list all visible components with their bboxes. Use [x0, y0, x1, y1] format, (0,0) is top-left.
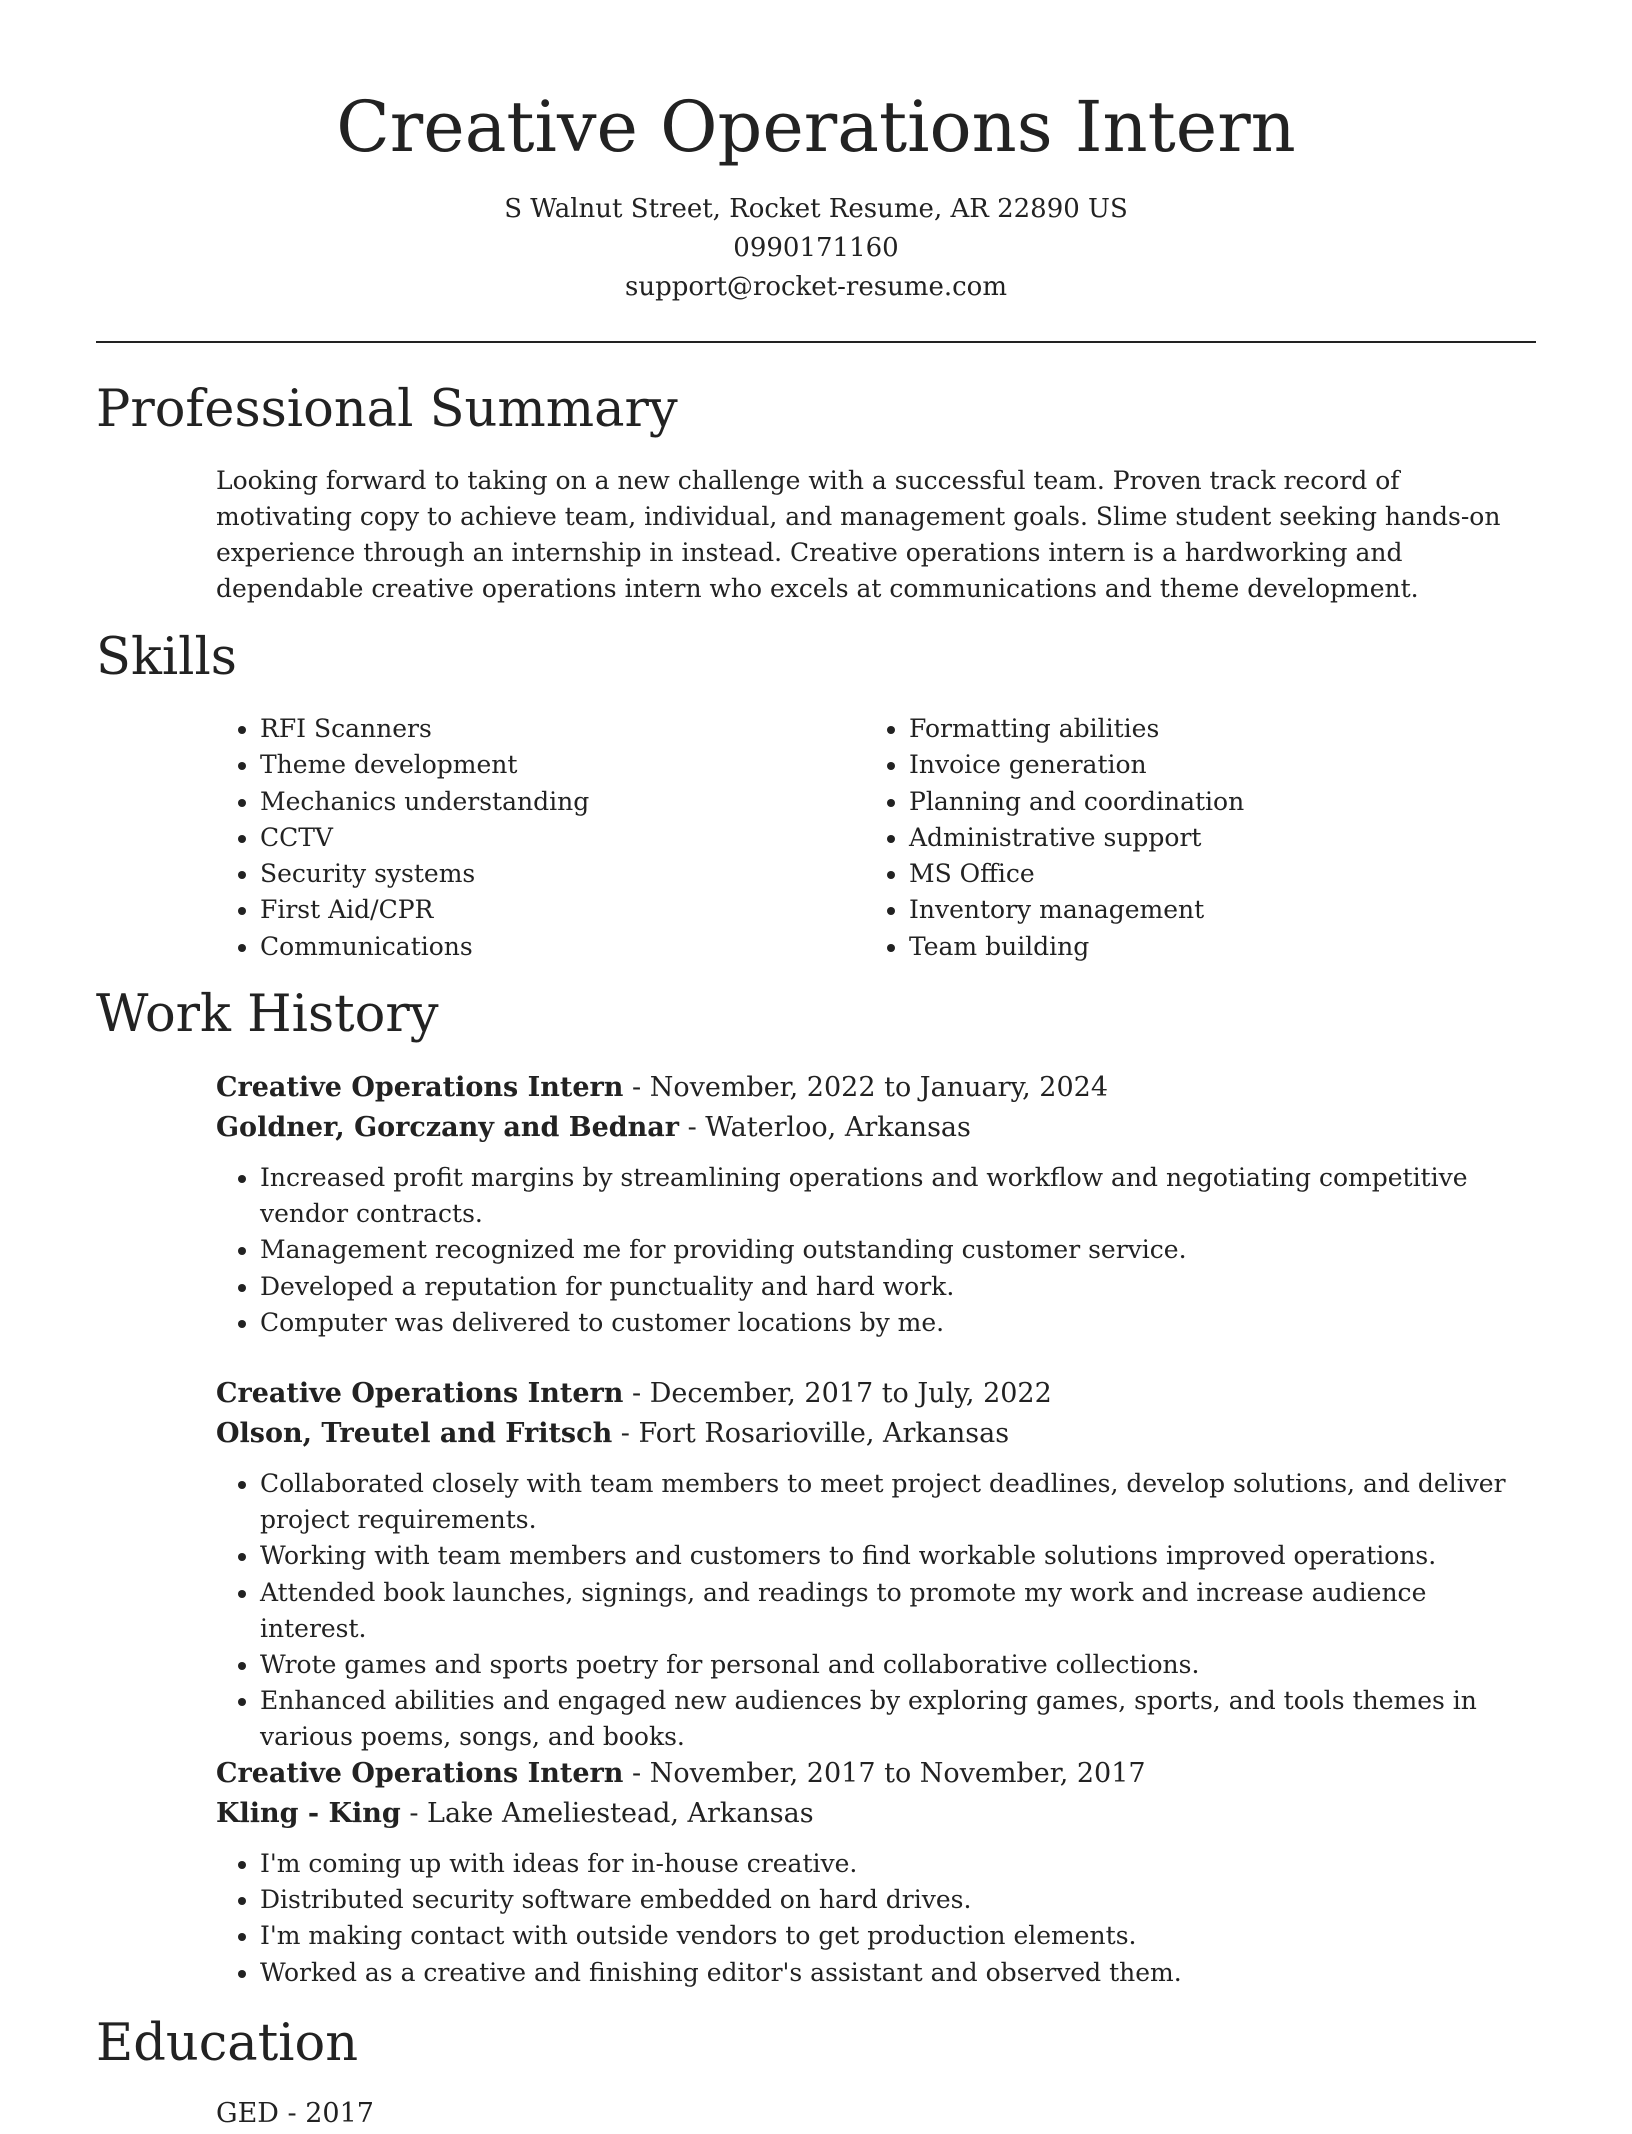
job-entry — [216, 1068, 1536, 1341]
contact-address: S Walnut Street, Rocket Resume, AR 22890 US — [504, 194, 1128, 224]
job-location: - Waterloo, Arkansas — [678, 1112, 971, 1143]
skill-item: • Mechanics understanding — [260, 784, 860, 820]
job-title-line — [216, 1068, 1536, 1108]
job-bullets — [216, 1846, 1536, 1991]
job-bullet: • Computer was delivered to customer locations by me. — [260, 1305, 1536, 1341]
education-heading: Education — [96, 2014, 359, 2073]
skill-item: • MS Office — [909, 856, 1509, 892]
job-company-line — [216, 1794, 1536, 1834]
resume-title: Creative Operations Intern — [336, 86, 1296, 168]
job-title: Creative Operations Intern — [216, 1758, 624, 1789]
skill-item: • RFI Scanners — [260, 711, 860, 747]
header-divider — [96, 341, 1536, 343]
job-company-line — [216, 1108, 1536, 1148]
skills-columns — [216, 711, 1536, 965]
job-bullets — [216, 1160, 1536, 1341]
skill-item: • First Aid/CPR — [260, 892, 860, 928]
skill-item: • Communications — [260, 929, 860, 965]
job-bullet: • Management recognized me for providing outstanding customer service. — [260, 1232, 1536, 1268]
job-entry — [216, 1754, 1536, 1991]
job-bullet: • I'm making contact with outside vendors to get production elements. — [260, 1918, 1536, 1954]
job-bullet: • Distributed security software embedded on hard drives. — [260, 1882, 1536, 1918]
skill-item: • Team building — [909, 929, 1509, 965]
skill-item: • Invoice generation — [909, 747, 1509, 783]
summary-heading: Professional Summary — [96, 380, 678, 439]
job-dates: - December, 2017 to July, 2022 — [623, 1378, 1052, 1409]
job-title-line — [216, 1754, 1536, 1794]
skill-item: • Inventory management — [909, 892, 1509, 928]
job-company: Goldner, Gorczany and Bednar — [216, 1112, 679, 1143]
job-location: - Lake Ameliestead, Arkansas — [400, 1798, 814, 1829]
job-bullet: • Working with team members and customers to find workable solutions improved operations. — [260, 1538, 1536, 1574]
skill-item: • Security systems — [260, 856, 860, 892]
skill-item: • Planning and coordination — [909, 784, 1509, 820]
job-bullet: • Attended book launches, signings, and readings to promote my work and increase audience interest. — [260, 1575, 1536, 1647]
skill-item: • Formatting abilities — [909, 711, 1509, 747]
contact-email: support@rocket-resume.com — [624, 272, 1007, 302]
job-bullet: • Developed a reputation for punctuality and hard work. — [260, 1269, 1536, 1305]
job-location: - Fort Rosarioville, Arkansas — [612, 1418, 1010, 1449]
job-title: Creative Operations Intern — [216, 1378, 624, 1409]
skills-list-left — [216, 711, 860, 965]
skill-item: • Administrative support — [909, 820, 1509, 856]
job-title: Creative Operations Intern — [216, 1072, 624, 1103]
contact-block — [0, 190, 1632, 307]
job-dates: - November, 2022 to January, 2024 — [623, 1072, 1109, 1103]
work-history-heading: Work History — [96, 985, 439, 1044]
job-bullet: • I'm coming up with ideas for in-house creative. — [260, 1846, 1536, 1882]
job-bullets — [216, 1466, 1536, 1756]
job-title-line — [216, 1374, 1536, 1414]
job-company: Olson, Treutel and Fritsch — [216, 1418, 613, 1449]
job-bullet: • Collaborated closely with team members to meet project deadlines, develop solutions, and deliver project requirements. — [260, 1466, 1536, 1538]
job-bullet: • Enhanced abilities and engaged new audiences by exploring games, sports, and tools themes in various poems, songs, and books. — [260, 1683, 1536, 1755]
skills-heading: Skills — [96, 628, 237, 687]
job-bullet: • Increased profit margins by streamlining operations and workflow and negotiating competitive vendor contracts. — [260, 1160, 1536, 1232]
contact-phone: 0990171160 — [733, 233, 899, 263]
job-entry — [216, 1374, 1536, 1756]
education-entry: GED - 2017 — [216, 2098, 374, 2129]
summary-text: Looking forward to taking on a new challenge with a successful team. Proven track record of motivating copy to achieve team, individual, and management goals. Slime student seeking hands-on experience through an internship in instead. Creative operations intern is a hardworking and dependable creative operations intern who excels at communications and theme development. — [216, 466, 1501, 603]
job-bullet: • Worked as a creative and finishing editor's assistant and observed them. — [260, 1955, 1536, 1991]
job-company: Kling - King — [216, 1798, 401, 1829]
skills-list-right — [865, 711, 1509, 965]
skill-item: • CCTV — [260, 820, 860, 856]
job-dates: - November, 2017 to November, 2017 — [623, 1758, 1146, 1789]
skill-item: • Theme development — [260, 747, 860, 783]
job-bullet: • Wrote games and sports poetry for personal and collaborative collections. — [260, 1647, 1536, 1683]
job-company-line — [216, 1414, 1536, 1454]
